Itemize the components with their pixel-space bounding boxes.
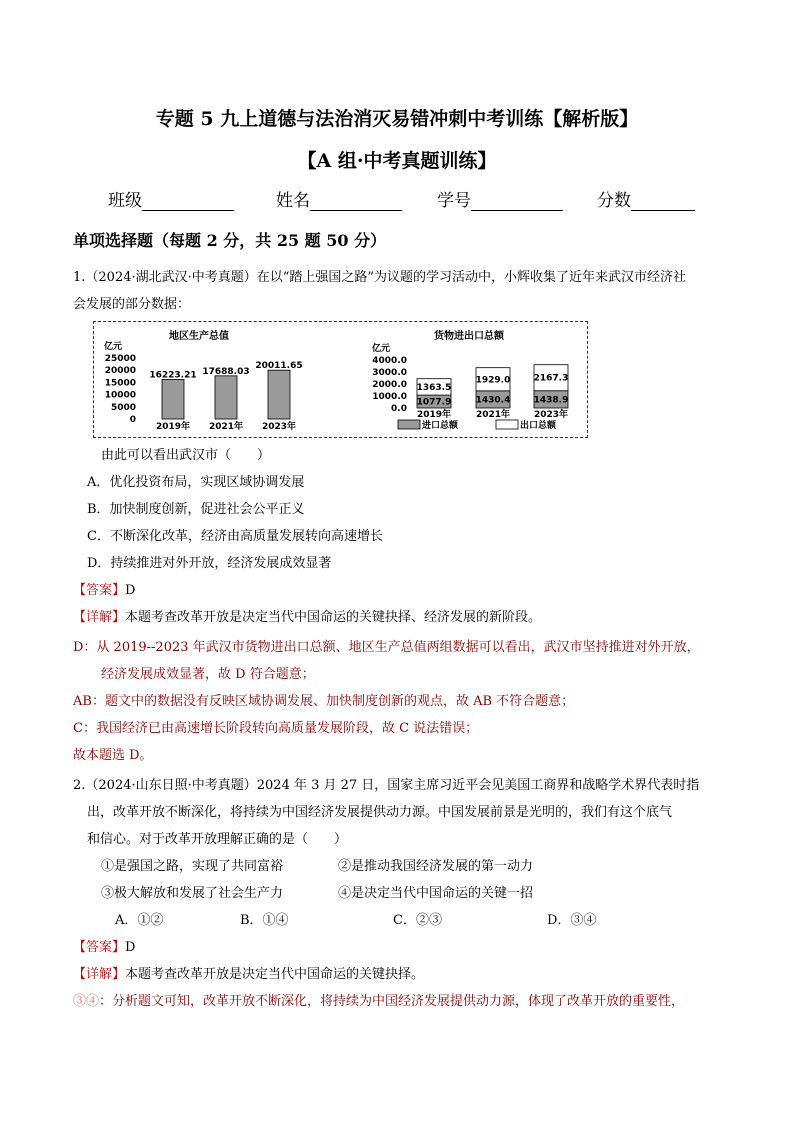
score-label: 分数: [597, 191, 631, 211]
q1-option-a[interactable]: A．优化投资布局，实现区域协调发展: [87, 475, 305, 490]
q1-conclusion: 故本题选 D。: [73, 748, 153, 763]
gdp-ytick-label: 0: [129, 415, 136, 425]
trade-chart-title: 货物进出口总额: [434, 331, 504, 342]
name-blank[interactable]: [310, 192, 402, 211]
gdp-ytick-label: 20000: [104, 366, 136, 377]
q2-detail-34: [73, 988, 684, 1015]
q1-prompt: 由此可以看出武汉市（ ）: [101, 448, 271, 463]
gdp-value-label: 20011.65: [255, 361, 303, 372]
q2-detail-label: 【详解】: [73, 967, 126, 982]
gdp-bar: [162, 379, 184, 419]
q2-item-4: ④是决定当代中国命运的关键一招: [338, 886, 534, 901]
gdp-bar: [215, 376, 237, 419]
gdp-ytick-label: 5000: [110, 402, 136, 413]
trade-export-value-label: 2167.3: [533, 373, 569, 384]
q1-detail-ab: AB：题文中的数据没有反映区域协调发展、加快制度创新的观点，故 AB 不符合题意；: [73, 694, 575, 709]
class-field: [108, 186, 234, 211]
gdp-category-label: 2019年: [155, 422, 191, 432]
gdp-ytick-label: 10000: [104, 390, 136, 401]
document-title: 专题 5 九上道德与法治消灭易错冲刺中考训练【解析版】: [155, 108, 639, 130]
trade-category-label: 2023年: [533, 410, 569, 420]
gdp-ylabel: 亿元: [104, 342, 123, 352]
student-id-field: [437, 186, 563, 211]
gdp-category-label: 2023年: [261, 422, 297, 432]
name-label: 姓名: [276, 191, 310, 211]
q2-choice-b[interactable]: B．①④: [240, 913, 289, 928]
class-label: 班级: [108, 191, 142, 211]
name-field: [276, 186, 402, 211]
trade-ytick-label: 2000.0: [372, 380, 407, 390]
trade-ytick-label: 3000.0: [372, 368, 407, 378]
trade-import-value-label: 1438.9: [533, 395, 569, 406]
q2-choice-c[interactable]: C．②③: [393, 913, 442, 928]
legend-export-swatch: [496, 420, 518, 429]
q1-detail-d-line1: D：从 2019--2023 年武汉市货物进出口总额、地区生产总值两组数据可以看出，武汉市坚持推进对外开放，: [73, 640, 700, 655]
q1-answer-value: D: [125, 583, 136, 598]
section-title: 单项选择题（每题 2 分，共 25 题 50 分）: [73, 231, 387, 250]
gdp-ytick-label: 25000: [104, 354, 136, 364]
gdp-ytick-label: 15000: [104, 378, 136, 389]
q2-item-1: ①是强国之路，实现了共同富裕: [101, 859, 284, 874]
q1-option-c[interactable]: C．不断深化改革，经济由高质量发展转向高速增长: [87, 529, 383, 544]
class-blank[interactable]: [142, 192, 234, 211]
q2-choice-d[interactable]: D．③④: [547, 913, 597, 928]
q2-detail-34-text: ：分析题文可知，改革开放不断深化，将持续为中国经济发展提供动力源，体现了改革开放的重要性，: [99, 994, 685, 1009]
trade-ylabel: 亿元: [372, 344, 391, 354]
q2-detail-34-mark: ③④: [73, 994, 100, 1009]
q2-stem-line2: 出，改革开放不断深化，将持续为中国经济发展提供动力源。中国发展前景是光明的，我们有这个底气: [87, 805, 673, 820]
gdp-value-label: 17688.03: [202, 366, 250, 377]
score-blank[interactable]: [631, 192, 695, 211]
q2-answer: [73, 934, 135, 961]
trade-ytick-label: 4000.0: [372, 356, 407, 366]
q1-stem-line2: 会发展的部分数据：: [73, 297, 191, 312]
q2-detail: [73, 961, 424, 988]
gdp-bar: [268, 370, 290, 419]
trade-import-value-label: 1430.4: [475, 395, 511, 406]
score-field: [597, 186, 695, 211]
q1-answer-label: 【答案】: [73, 583, 126, 598]
trade-import-value-label: 1077.9: [416, 397, 452, 408]
q1-charts: [94, 322, 586, 436]
q2-answer-label: 【答案】: [73, 940, 126, 955]
q1-detail-d-line2: 经济发展成效显著，故 D 符合题意；: [101, 667, 315, 682]
trade-category-label: 2021年: [475, 410, 511, 420]
q1-option-b[interactable]: B．加快制度创新，促进社会公平正义: [87, 502, 305, 517]
q1-answer: [73, 577, 135, 604]
legend-export-label: 出口总额: [520, 421, 557, 431]
gdp-category-label: 2021年: [208, 422, 244, 432]
trade-ytick-label: 1000.0: [372, 392, 407, 402]
q2-item-2: ②是推动我国经济发展的第一动力: [338, 859, 534, 874]
legend-import-label: 进口总额: [422, 421, 459, 431]
q1-detail-intro: 本题考查改革开放是决定当代中国命运的关键抉择、经济发展的新阶段。: [125, 610, 542, 625]
q2-choice-a[interactable]: A．①②: [115, 913, 164, 928]
trade-export-value-label: 1363.5: [416, 382, 452, 393]
q1-chart-box: [93, 321, 588, 438]
student-id-label: 学号: [437, 191, 471, 211]
trade-ytick-label: 0.0: [391, 404, 407, 414]
gdp-chart-title: 地区生产总值: [169, 331, 229, 342]
student-id-blank[interactable]: [471, 192, 563, 211]
q2-answer-value: D: [125, 940, 136, 955]
q2-detail-intro: 本题考查改革开放是决定当代中国命运的关键抉择。: [125, 967, 425, 982]
q1-detail: [73, 604, 541, 631]
legend-import-swatch: [398, 420, 420, 429]
q1-detail-label: 【详解】: [73, 610, 126, 625]
q1-option-d[interactable]: D．持续推进对外开放，经济发展成效显著: [87, 556, 332, 571]
q2-stem-line1: 2.（2024·山东日照·中考真题）2024 年 3 月 27 日，国家主席习近平会见美国工商界和战略学术界代表时指: [73, 778, 700, 793]
q1-stem-line1: 1.（2024·湖北武汉·中考真题）在以“踏上强国之路”为议题的学习活动中，小辉收集了近年来武汉市经济社: [73, 270, 687, 285]
document-subtitle: 【A 组·中考真题训练】: [297, 150, 497, 172]
q2-item-3: ③极大解放和发展了社会生产力: [101, 886, 284, 901]
q2-stem-line3: 和信心。对于改革开放理解正确的是（ ）: [87, 832, 348, 847]
q1-detail-c: C：我国经济已由高速增长阶段转向高质量发展阶段，故 C 说法错误；: [73, 721, 479, 736]
trade-category-label: 2019年: [416, 410, 452, 420]
trade-export-value-label: 1929.0: [475, 375, 511, 386]
gdp-value-label: 16223.21: [149, 370, 197, 381]
